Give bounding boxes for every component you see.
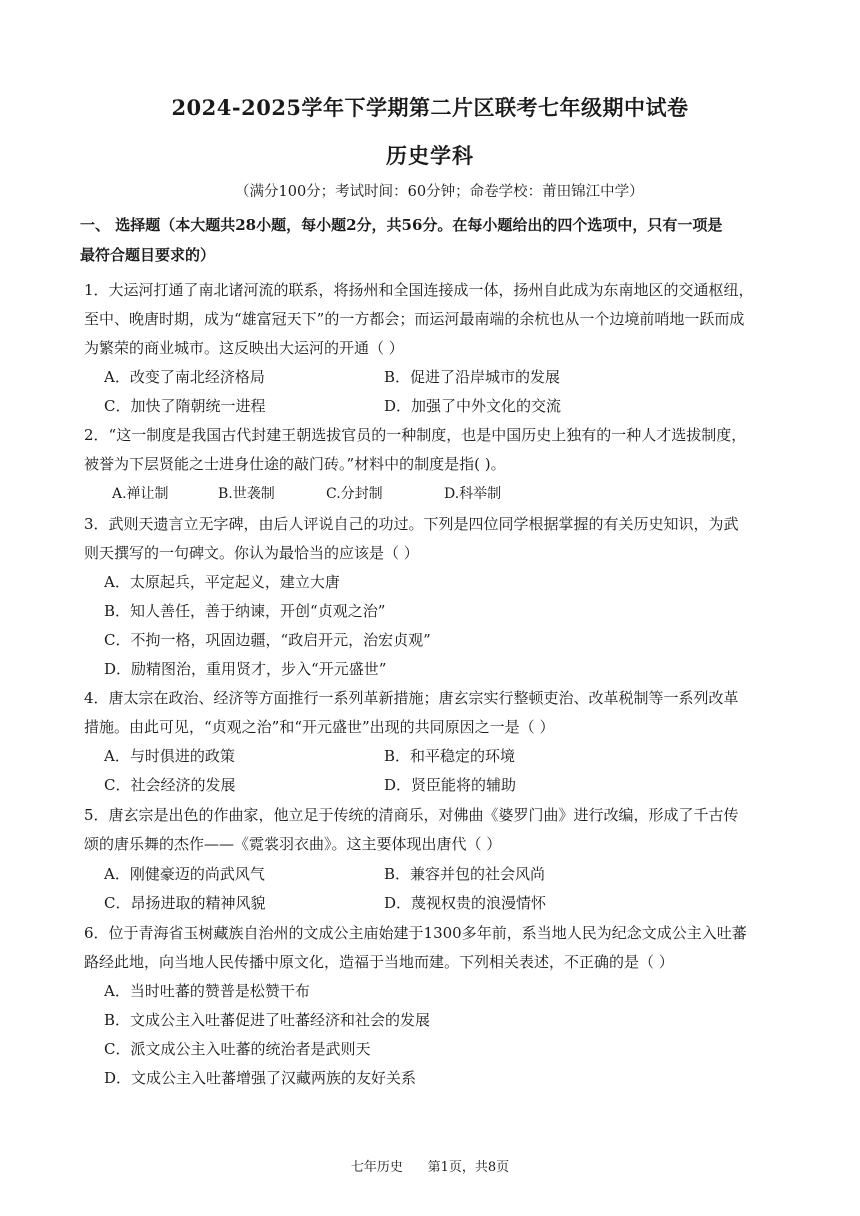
subject-title: 历史学科 <box>386 143 474 168</box>
page-footer: 七年历史 第1页，共8页 <box>350 1160 510 1175</box>
exam-title: 2024-2025学年下学期第二片区联考七年级期中试卷 <box>171 95 689 120</box>
question-6-option-c: C．派文成公主入吐蕃的统治者是武则天 <box>104 1040 371 1058</box>
question-2-text-2: 被誉为下层贤能之士进身仕途的敲门砖。”材料中的制度是指( )。 <box>84 455 506 473</box>
question-2-option-b: B.世袭制 <box>218 486 275 502</box>
question-6-text: 6．位于青海省玉树藏族自治州的文成公主庙始建于1300多年前，系当地人民为纪念文成公主入吐蕃 <box>84 924 747 942</box>
question-1-option-c: C．加快了隋朝统一进程 <box>104 397 266 415</box>
exam-meta: （满分100分；考试时间：60分钟；命卷学校：莆田锦江中学） <box>235 184 644 200</box>
question-5-option-d: D．蔑视权贵的浪漫情怀 <box>384 894 547 912</box>
question-2-option-d: D.科举制 <box>444 486 502 502</box>
question-4-option-d: D．贤臣能将的辅助 <box>384 776 517 794</box>
question-5-text-2: 颂的唐乐舞的杰作——《霓裳羽衣曲》。这主要体现出唐代（ ） <box>84 835 502 853</box>
question-1-option-d: D．加强了中外文化的交流 <box>384 397 562 415</box>
question-6-option-a: A．当时吐蕃的赞普是松赞干布 <box>104 982 310 1000</box>
question-1-text-2: 至中、晚唐时期，成为“雄富冠天下”的一方都会；而运河最南端的余杭也从一个边境前哨地一跃而成 <box>84 310 745 328</box>
question-3-option-d: D．励精图治，重用贤才，步入“开元盛世” <box>104 660 387 678</box>
question-1-option-a: A．改变了南北经济格局 <box>104 368 265 386</box>
question-2-option-a: A.禅让制 <box>112 486 169 502</box>
question-3-option-a: A．太原起兵，平定起义，建立大唐 <box>104 573 340 591</box>
question-6-option-b: B．文成公主入吐蕃促进了吐蕃经济和社会的发展 <box>104 1011 431 1029</box>
question-1-option-b: B．促进了沿岸城市的发展 <box>384 368 561 386</box>
question-5-text: 5．唐玄宗是出色的作曲家，他立足于传统的清商乐，对佛曲《婆罗门曲》进行改编，形成了千古传 <box>84 806 739 824</box>
section-heading: 一、 选择题（本大题共28小题，每小题2分，共56分。在每小题给出的四个选项中，只有一项是 <box>80 216 723 234</box>
question-1-text-3: 为繁荣的商业城市。这反映出大运河的开通（ ） <box>84 339 404 357</box>
question-3-text-2: 则天撰写的一句碑文。你认为最恰当的应该是（ ） <box>84 544 419 562</box>
question-3-text: 3．武则天遗言立无字碑，由后人评说自己的功过。下列是四位同学根据掌握的有关历史知识，为武 <box>84 515 739 533</box>
question-5-option-b: B．兼容并包的社会风尚 <box>384 865 546 883</box>
question-3-option-c: C．不拘一格，巩固边疆，“政启开元，治宏贞观” <box>104 631 431 649</box>
question-3-option-b: B．知人善任，善于纳谏，开创“贞观之治” <box>104 602 386 620</box>
question-6-option-d: D．文成公主入吐蕃增强了汉藏两族的友好关系 <box>104 1069 417 1087</box>
question-1-text: 1．大运河打通了南北诸河流的联系，将扬州和全国连接成一体，扬州自此成为东南地区的交通枢纽， <box>84 281 754 299</box>
question-2-text: 2．“这一制度是我国古代封建王朝选拔官员的一种制度，也是中国历史上独有的一种人才选拔制度， <box>84 426 747 444</box>
question-4-option-b: B．和平稳定的环境 <box>384 747 516 765</box>
question-4-text: 4．唐太宗在政治、经济等方面推行一系列革新措施；唐玄宗实行整顿吏治、改革税制等一系列改革 <box>84 689 739 707</box>
question-4-text-2: 措施。由此可见，“贞观之治”和“开元盛世”出现的共同原因之一是（ ） <box>84 718 555 736</box>
section-heading-cont: 最符合题目要求的） <box>80 246 216 264</box>
question-2-option-c: C.分封制 <box>326 486 383 502</box>
question-4-option-c: C．社会经济的发展 <box>104 776 236 794</box>
question-6-text-2: 路经此地，向当地人民传播中原文化，造福于当地而建。下列相关表述，不正确的是（ ） <box>84 953 674 971</box>
question-5-option-a: A．刚健豪迈的尚武风气 <box>104 865 265 883</box>
question-5-option-c: C．昂扬进取的精神风貌 <box>104 894 266 912</box>
question-4-option-a: A．与时俱进的政策 <box>104 747 235 765</box>
